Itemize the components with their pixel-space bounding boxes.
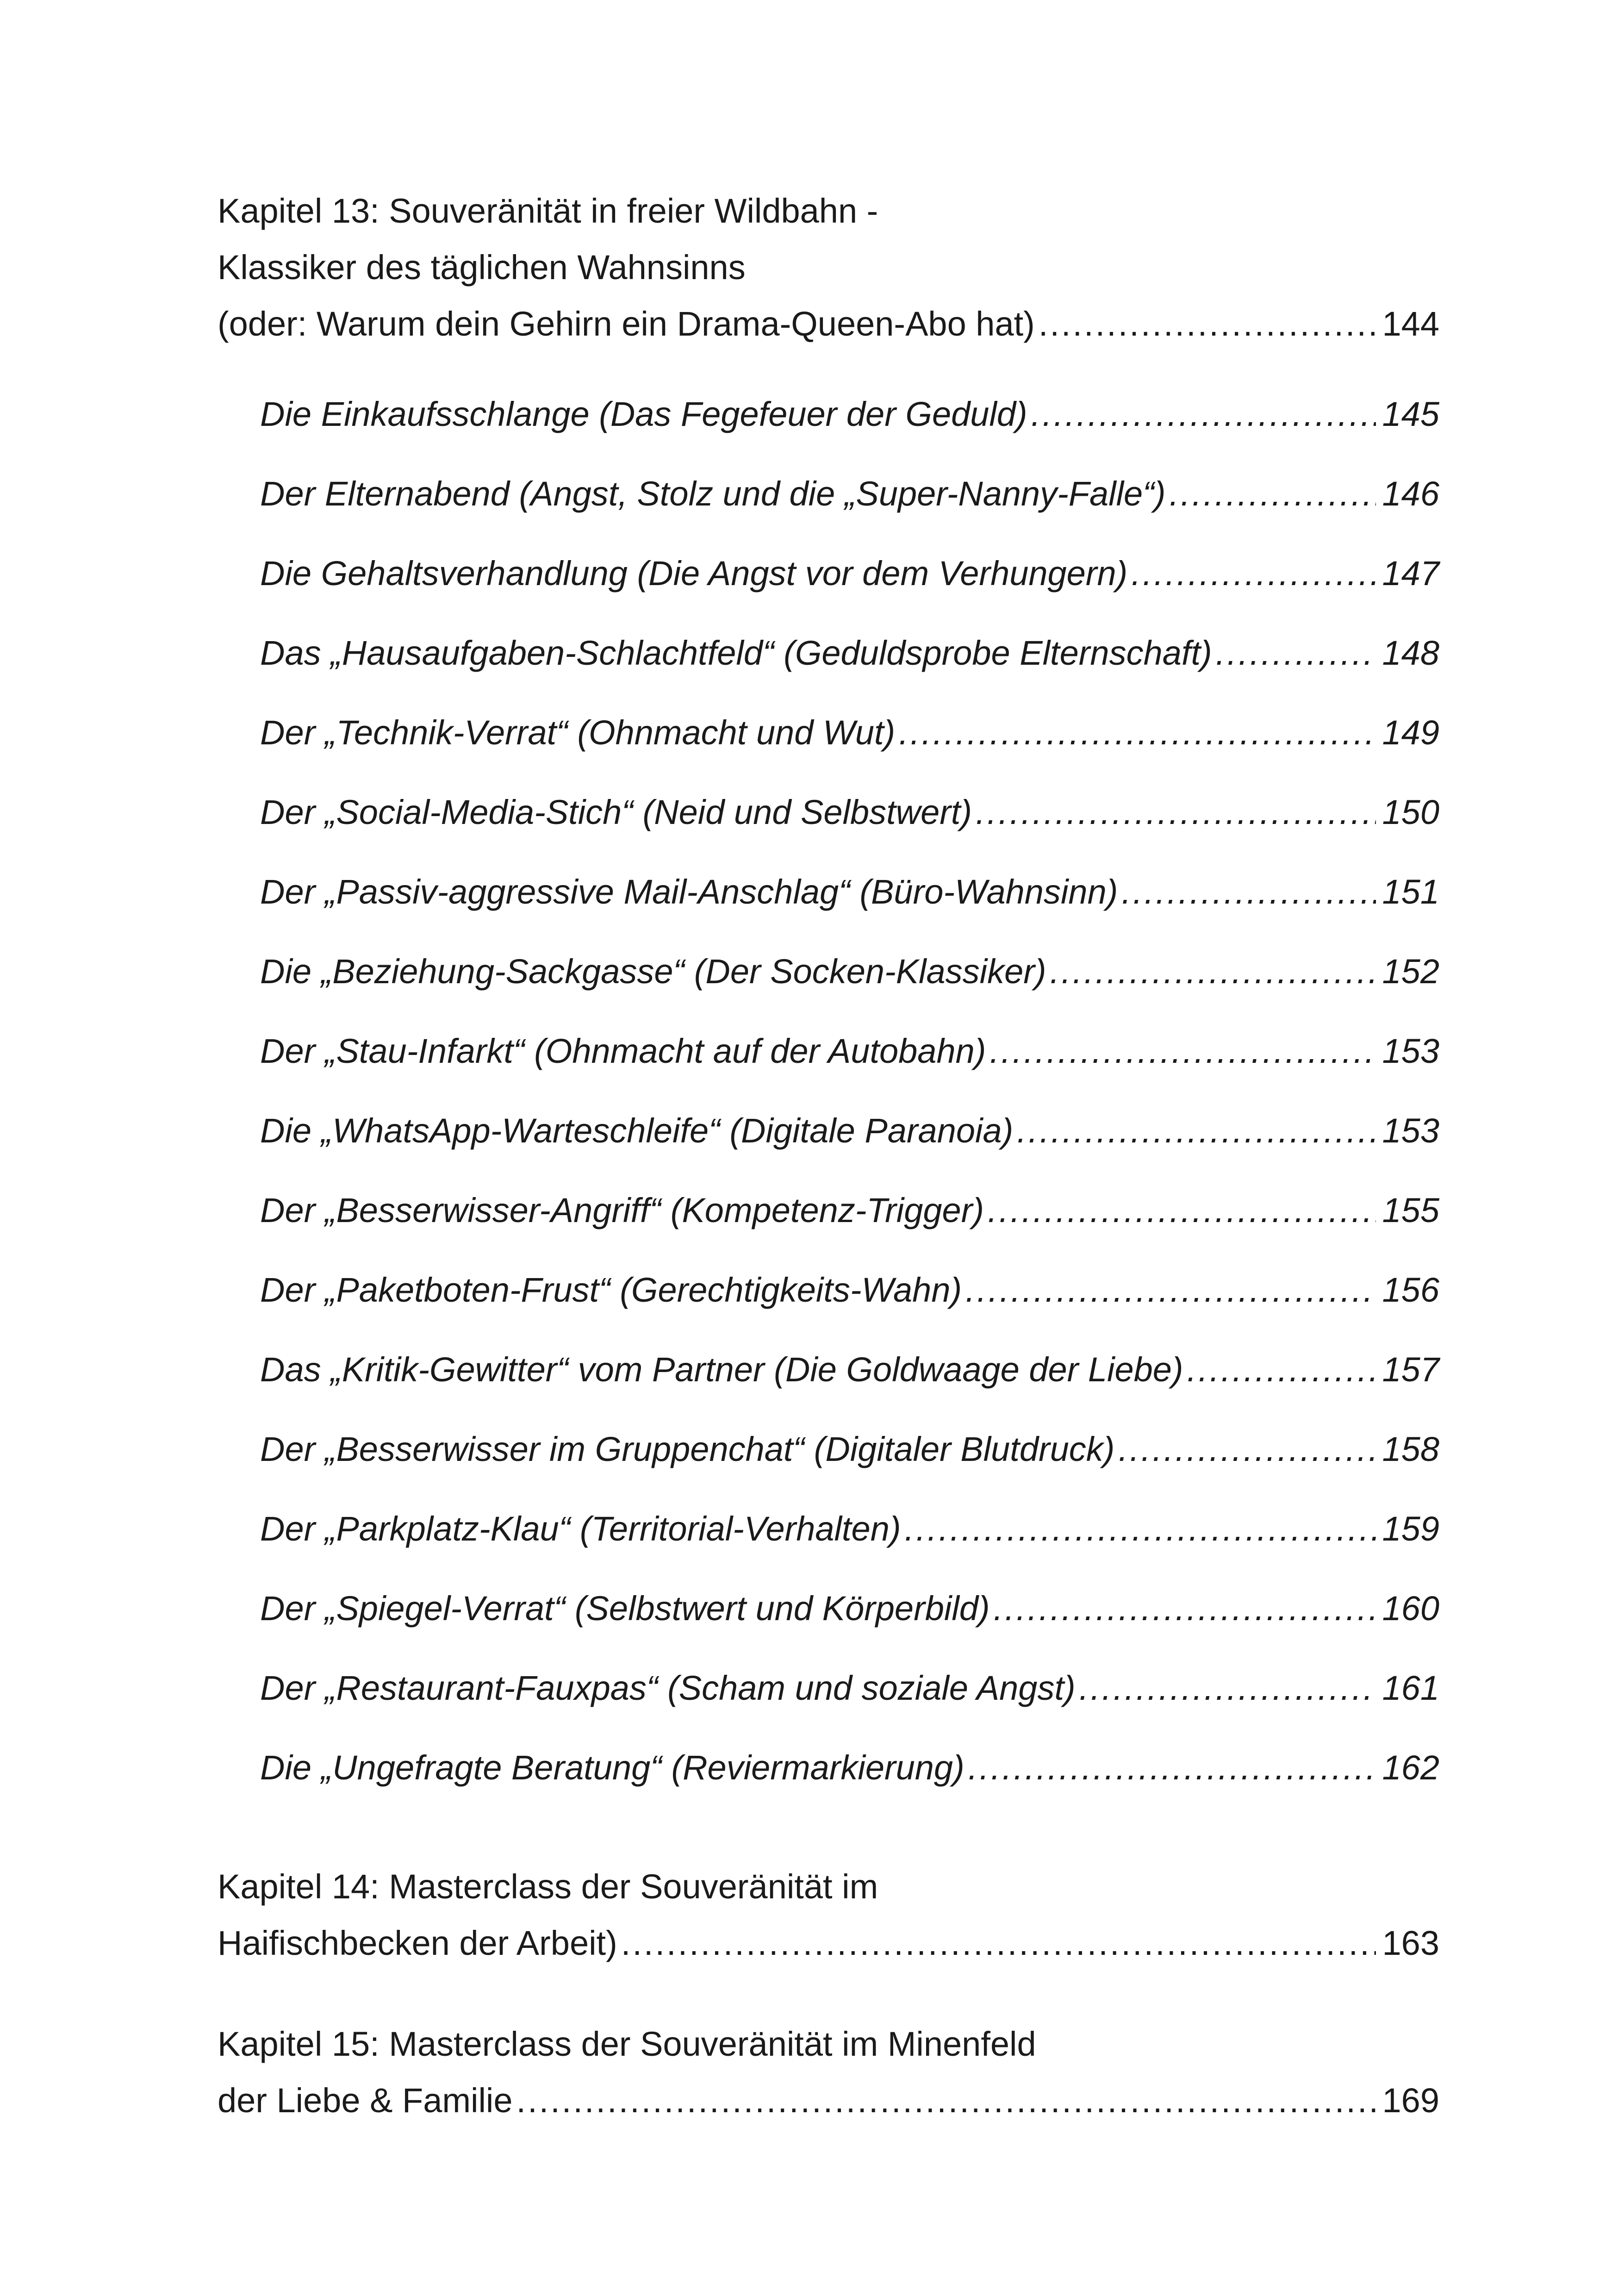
entry-title: Die „WhatsApp-Warteschleife“ (Digitale Paranoia): [260, 1111, 1014, 1150]
entry-title: Der „Besserwisser im Gruppenchat“ (Digitaler Blutdruck): [260, 1430, 1115, 1468]
page-number: 159: [1382, 1510, 1439, 1548]
chapter-15-heading: [218, 2016, 1439, 2129]
chapter-toc-row[interactable]: [218, 1915, 1439, 1972]
entry-title: Der „Passiv-aggressive Mail-Anschlag“ (Büro-Wahnsinn): [260, 873, 1118, 911]
table-of-contents: [218, 183, 1439, 2129]
dot-leader: [1216, 613, 1376, 693]
toc-entry[interactable]: [260, 1489, 1439, 1569]
chapter-title-line: Kapitel 15: Masterclass der Souveränität im Minenfeld: [218, 2025, 1036, 2063]
toc-entry[interactable]: [260, 1330, 1439, 1410]
page-number: 157: [1382, 1350, 1439, 1389]
entry-title: Das „Kritik-Gewitter“ vom Partner (Die Goldwaage der Liebe): [260, 1350, 1183, 1389]
dot-leader: [1031, 374, 1376, 454]
dot-leader: [1050, 932, 1376, 1011]
toc-entry[interactable]: [260, 1410, 1439, 1489]
dot-leader: [1169, 454, 1375, 534]
entry-title: Die Einkaufsschlange (Das Fegefeuer der Geduld): [260, 395, 1027, 433]
chapter-title-line: Kapitel 14: Masterclass der Souveränität im: [218, 1867, 878, 1906]
dot-leader: [1121, 852, 1375, 932]
page-number: 148: [1382, 634, 1439, 672]
page-number: 153: [1382, 1032, 1439, 1070]
dot-leader: [517, 2072, 1376, 2129]
dot-leader: [1187, 1330, 1376, 1410]
chapter-title-line: der Liebe & Familie: [218, 2081, 513, 2120]
page-number: 163: [1382, 1924, 1439, 1962]
dot-leader: [899, 693, 1375, 773]
dot-leader: [621, 1915, 1376, 1972]
entry-title: Die Gehaltsverhandlung (Die Angst vor dem Verhungern): [260, 554, 1128, 593]
dot-leader: [1017, 1091, 1375, 1171]
page-number: 156: [1382, 1271, 1439, 1309]
chapter-title-line: Kapitel 13: Souveränität in freier Wildbahn -: [218, 192, 878, 230]
dot-leader: [988, 1171, 1376, 1250]
dot-leader: [1079, 1648, 1376, 1728]
dot-leader: [1039, 296, 1376, 352]
toc-entry[interactable]: [260, 374, 1439, 454]
toc-entry[interactable]: [260, 454, 1439, 534]
chapter-13-entries: [218, 374, 1439, 1808]
entry-title: Der „Social-Media-Stich“ (Neid und Selbstwert): [260, 793, 972, 831]
dot-leader: [1118, 1410, 1375, 1489]
toc-entry[interactable]: [260, 932, 1439, 1011]
toc-entry[interactable]: [260, 693, 1439, 773]
dot-leader: [976, 773, 1375, 852]
page-number: 155: [1382, 1191, 1439, 1229]
entry-title: Der Elternabend (Angst, Stolz und die „Super-Nanny-Falle“): [260, 474, 1166, 513]
dot-leader: [989, 1011, 1375, 1091]
toc-entry[interactable]: [260, 1011, 1439, 1091]
page-number: 169: [1382, 2081, 1439, 2120]
dot-leader: [965, 1250, 1375, 1330]
entry-title: Der „Technik-Verrat“ (Ohnmacht und Wut): [260, 713, 896, 752]
toc-entry[interactable]: [260, 1648, 1439, 1728]
page-number: 152: [1382, 952, 1439, 991]
entry-title: Die „Beziehung-Sackgasse“ (Der Socken-Klassiker): [260, 952, 1046, 991]
page-number: 162: [1382, 1748, 1439, 1787]
dot-leader: [905, 1489, 1376, 1569]
chapter-14-heading: [218, 1859, 1439, 1972]
chapter-title-line: Klassiker des täglichen Wahnsinns: [218, 248, 746, 287]
toc-entry[interactable]: [260, 1171, 1439, 1250]
toc-entry[interactable]: [260, 1091, 1439, 1171]
entry-title: Der „Besserwisser-Angriff“ (Kompetenz-Trigger): [260, 1191, 984, 1229]
toc-entry[interactable]: [260, 773, 1439, 852]
page-number: 153: [1382, 1111, 1439, 1150]
dot-leader: [1131, 534, 1375, 613]
toc-entry[interactable]: [260, 1250, 1439, 1330]
toc-entry[interactable]: [260, 1728, 1439, 1808]
page-number: 160: [1382, 1589, 1439, 1628]
chapter-toc-row[interactable]: [218, 2072, 1439, 2129]
page-number: 144: [1382, 305, 1439, 343]
page-number: 161: [1382, 1669, 1439, 1707]
page-number: 147: [1382, 554, 1439, 593]
entry-title: Der „Parkplatz-Klau“ (Territorial-Verhalten): [260, 1510, 901, 1548]
page-number: 150: [1382, 793, 1439, 831]
page-number: 145: [1382, 395, 1439, 433]
entry-title: Die „Ungefragte Beratung“ (Reviermarkierung): [260, 1748, 965, 1787]
entry-title: Der „Paketboten-Frust“ (Gerechtigkeits-Wahn): [260, 1271, 962, 1309]
dot-leader: [994, 1569, 1376, 1648]
entry-title: Der „Restaurant-Fauxpas“ (Scham und soziale Angst): [260, 1669, 1076, 1707]
chapter-toc-row[interactable]: [218, 296, 1439, 352]
dot-leader: [968, 1728, 1376, 1808]
entry-title: Der „Stau-Infarkt“ (Ohnmacht auf der Autobahn): [260, 1032, 986, 1070]
chapter-title-line: Haifischbecken der Arbeit): [218, 1924, 617, 1962]
page-number: 158: [1382, 1430, 1439, 1468]
entry-title: Der „Spiegel-Verrat“ (Selbstwert und Körperbild): [260, 1589, 990, 1628]
page-number: 151: [1382, 873, 1439, 911]
toc-entry[interactable]: [260, 1569, 1439, 1648]
page-number: 149: [1382, 713, 1439, 752]
chapter-title-line: (oder: Warum dein Gehirn ein Drama-Queen-Abo hat): [218, 305, 1035, 343]
entry-title: Das „Hausaufgaben-Schlachtfeld“ (Geduldsprobe Elternschaft): [260, 634, 1212, 672]
toc-entry[interactable]: [260, 852, 1439, 932]
toc-entry[interactable]: [260, 534, 1439, 613]
toc-entry[interactable]: [260, 613, 1439, 693]
chapter-13-heading: [218, 183, 1439, 352]
page-number: 146: [1382, 474, 1439, 513]
